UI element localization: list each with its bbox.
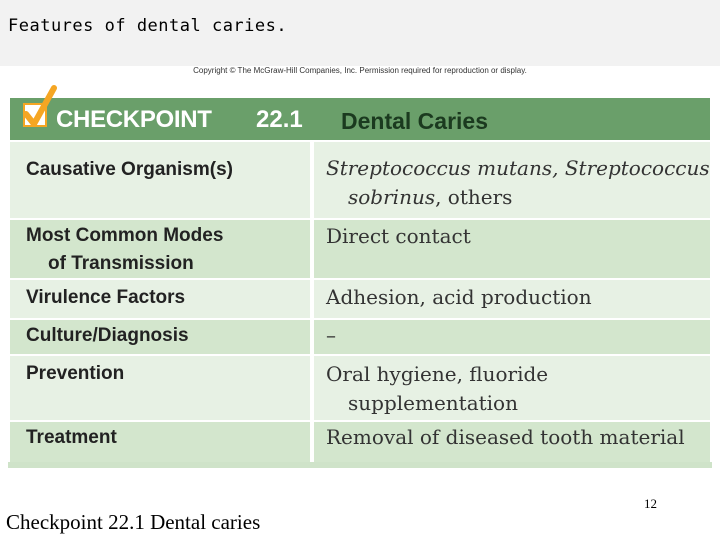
row-value (326, 423, 685, 452)
slide-title-bar (0, 0, 720, 66)
row-value-cell (314, 142, 710, 218)
checkpoint-figure (8, 82, 712, 474)
row-value (326, 321, 336, 350)
row-label (26, 424, 117, 452)
table-row (10, 422, 710, 464)
row-label (26, 156, 233, 184)
row-label-cell (10, 142, 310, 218)
row-value (326, 154, 710, 212)
row-label-text: Causative Organism(s) (26, 159, 233, 180)
checkpoint-header (10, 98, 710, 140)
row-label-cell (10, 356, 310, 420)
row-label (26, 360, 124, 388)
page-number: 12 (644, 496, 657, 511)
row-label-text: Virulence Factors (26, 287, 186, 308)
table-row (10, 220, 710, 278)
row-label-text-line2: of Transmission (48, 253, 194, 274)
checkpoint-label: CHECKPOINT (56, 106, 212, 133)
row-label (26, 222, 223, 278)
row-value-line1: Removal of diseased tooth material (326, 425, 685, 449)
slide-caption: Checkpoint 22.1 Dental caries (6, 510, 261, 534)
row-value-line1: Direct contact (326, 224, 471, 248)
row-label-text: Prevention (26, 363, 125, 384)
row-value-line2: supplementation (348, 391, 518, 415)
table-row (10, 320, 710, 354)
row-value-cell (314, 356, 710, 420)
row-label-text: Treatment (26, 427, 117, 448)
checkpoint-topic (335, 106, 712, 140)
checkpoint-number: 22.1 (256, 106, 303, 133)
row-label (26, 322, 189, 350)
row-value-cell (314, 320, 710, 354)
table-bottom-band (8, 462, 712, 468)
row-label-text: Culture/Diagnosis (26, 325, 189, 346)
row-label-cell (10, 422, 310, 464)
row-value-cell (314, 280, 710, 318)
row-label-cell (10, 320, 310, 354)
row-value-cell (314, 422, 710, 464)
table-row (10, 142, 710, 218)
row-value-line1: Oral hygiene, fluoride (326, 362, 549, 386)
row-label-cell (10, 280, 310, 318)
row-value (326, 222, 471, 251)
row-value-line1: Streptococcus mutans, Streptococcus (326, 156, 710, 180)
row-label (26, 284, 185, 312)
checkpoint-topic-text: Dental Caries (341, 108, 489, 134)
copyright-notice: Copyright © The McGraw-Hill Companies, Inc. Permission required for reproduction or display. (193, 66, 527, 75)
row-value-line2: , others (435, 185, 513, 209)
row-label-cell (10, 220, 310, 278)
table-row (10, 356, 710, 420)
row-label-text: Most Common Modes (26, 225, 224, 246)
row-value-line1: Adhesion, acid production (326, 285, 592, 309)
row-value (326, 360, 548, 418)
row-value (326, 283, 592, 312)
row-value-line2-italic: sobrinus (348, 185, 436, 209)
table-row (10, 280, 710, 318)
row-value-cell (314, 220, 710, 278)
checkmark-icon (18, 84, 58, 136)
row-value-line1: – (326, 323, 336, 347)
slide-title: Features of dental caries. (8, 16, 288, 36)
